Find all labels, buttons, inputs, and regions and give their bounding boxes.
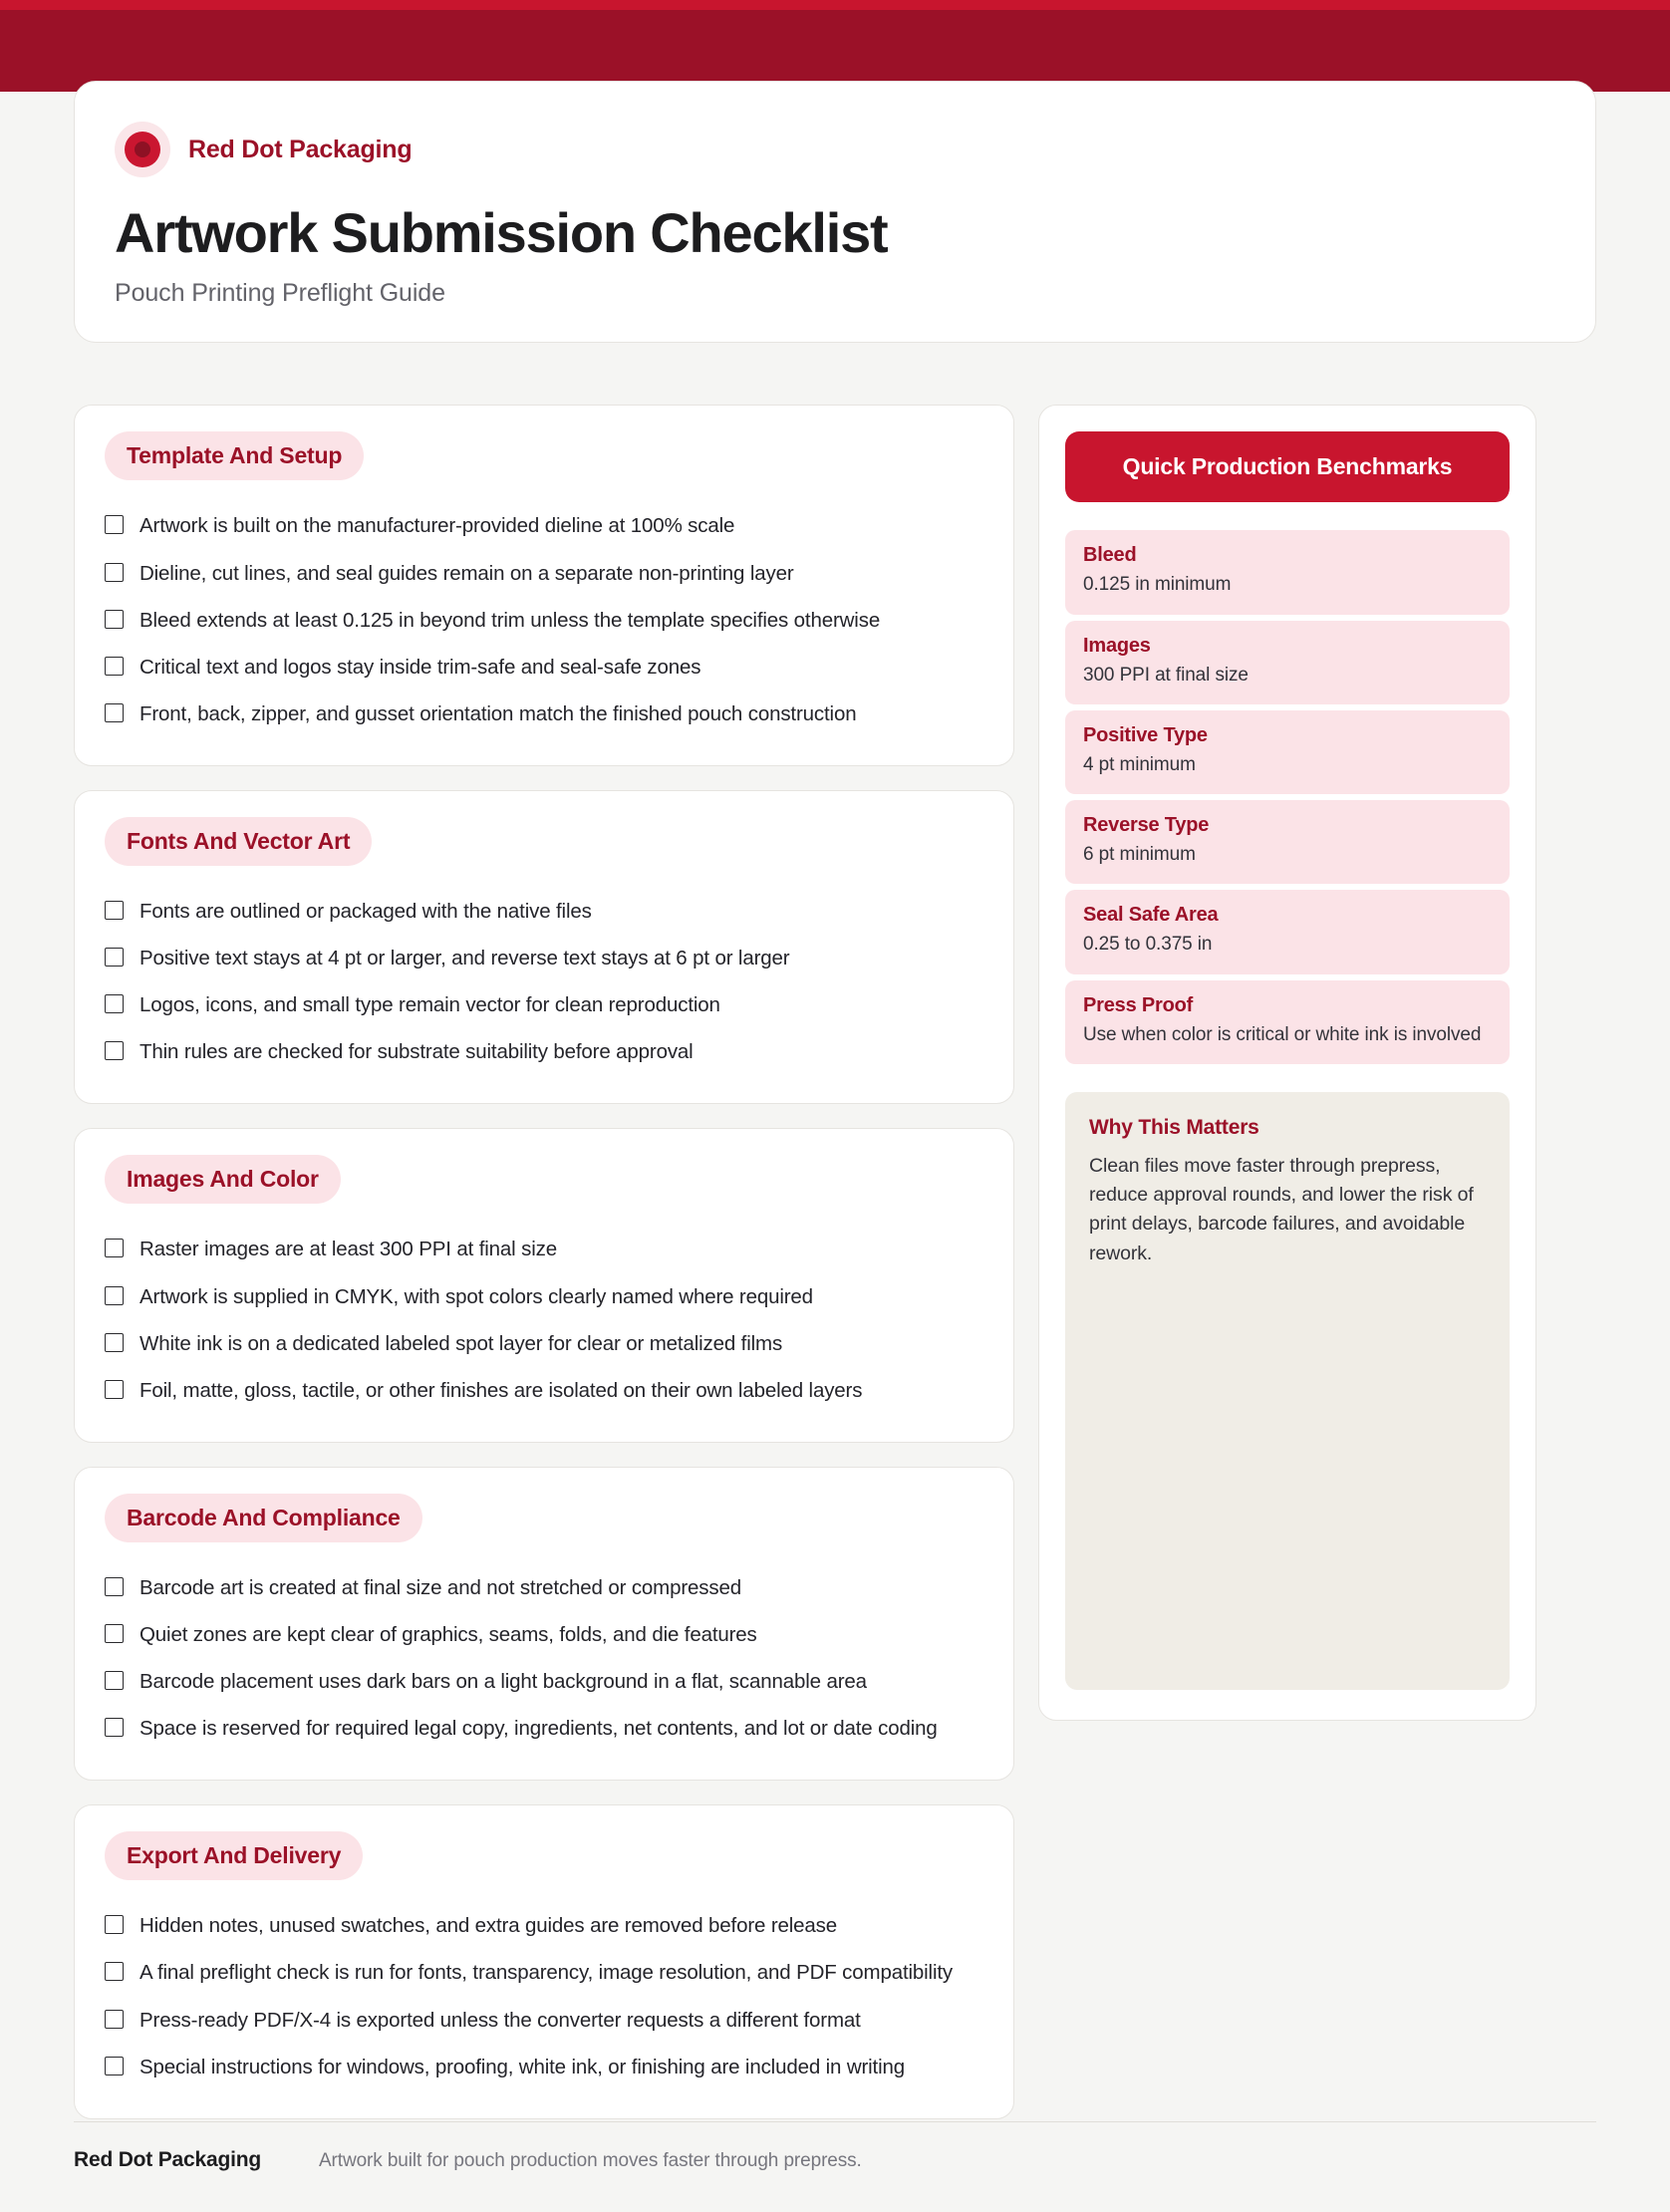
checklist-column: [74, 405, 1014, 2142]
checklist-item-label: Artwork is supplied in CMYK, with spot colors clearly named where required: [139, 1284, 813, 1308]
checklist-item[interactable]: [105, 1658, 983, 1705]
checklist-item[interactable]: [105, 597, 983, 644]
benchmark-label: Reverse Type: [1083, 814, 1210, 837]
checklist-item-label: Bleed extends at least 0.125 in beyond trim unless the template specifies otherwise: [139, 608, 881, 632]
checklist-item-label: Special instructions for windows, proofing, white ink, or finishing are included in writing: [139, 2055, 906, 2078]
checklist-section: [74, 405, 1014, 766]
checklist-items: [105, 1902, 983, 2089]
page-subtitle: Pouch Printing Preflight Guide: [115, 279, 445, 308]
checkbox-icon[interactable]: [105, 1239, 124, 1257]
logo-center-dot: [135, 141, 150, 157]
brand-name: Red Dot Packaging: [188, 135, 413, 163]
checklist-item-label: A final preflight check is run for fonts, transparency, image resolution, and PDF compatibility: [139, 1961, 954, 1985]
checklist-item-label: Raster images are at least 300 PPI at final size: [139, 1238, 557, 1261]
checklist-item[interactable]: [105, 888, 983, 935]
checklist-item[interactable]: [105, 1564, 983, 1611]
benchmark-item: [1065, 980, 1510, 1064]
checkbox-icon[interactable]: [105, 563, 124, 582]
sidebar-column: [1038, 405, 1536, 1720]
top-band: [0, 0, 1670, 92]
benchmark-item: [1065, 530, 1510, 614]
benchmark-item: [1065, 710, 1510, 794]
checklist-item-label: Fonts are outlined or packaged with the native files: [139, 900, 592, 924]
checklist-items: [105, 888, 983, 1075]
benchmark-label: Press Proof: [1083, 993, 1194, 1016]
benchmark-label: Images: [1083, 634, 1151, 657]
why-this-matters-body: Clean files move faster through prepress, reduce approval rounds, and lower the risk of print delays, barcode failures, and avoidable rework.: [1089, 1154, 1474, 1264]
page-title: Artwork Submission Checklist: [115, 201, 888, 264]
checkbox-icon[interactable]: [105, 657, 124, 676]
checklist-item[interactable]: [105, 1611, 983, 1658]
checklist-items: [105, 1564, 983, 1752]
checklist-item-label: Barcode placement uses dark bars on a light background in a flat, scannable area: [139, 1670, 867, 1694]
checkbox-icon[interactable]: [105, 610, 124, 629]
checklist-item-label: Barcode art is created at final size and not stretched or compressed: [139, 1575, 741, 1599]
page-footer: [74, 2121, 1596, 2212]
checklist-section: [74, 1804, 1014, 2118]
checklist-item[interactable]: [105, 1367, 983, 1414]
checklist-item[interactable]: [105, 644, 983, 691]
checklist-item[interactable]: [105, 502, 983, 549]
benchmark-value: Use when color is critical or white ink is involved: [1083, 1023, 1482, 1045]
benchmarks-banner: Quick Production Benchmarks: [1065, 431, 1510, 502]
checklist-item-label: Logos, icons, and small type remain vector for clean reproduction: [139, 993, 720, 1017]
checkbox-icon[interactable]: [105, 1577, 124, 1596]
header-card: [74, 81, 1596, 343]
checklist-items: [105, 1226, 983, 1413]
checklist-section: [74, 790, 1014, 1104]
checklist-item-label: Artwork is built on the manufacturer-provided dieline at 100% scale: [139, 514, 735, 538]
red-dot-target-icon: [115, 122, 170, 177]
checklist-item-label: Thin rules are checked for substrate suitability before approval: [139, 1040, 694, 1064]
checkbox-icon[interactable]: [105, 901, 124, 920]
checklist-item[interactable]: [105, 981, 983, 1028]
checklist-item-label: Critical text and logos stay inside trim-safe and seal-safe zones: [139, 655, 701, 679]
benchmark-value: 6 pt minimum: [1083, 844, 1196, 866]
checkbox-icon[interactable]: [105, 1962, 124, 1981]
checklist-item[interactable]: [105, 1902, 983, 1949]
section-title: Images And Color: [105, 1155, 341, 1204]
benchmark-item: [1065, 890, 1510, 973]
checklist-item[interactable]: [105, 691, 983, 737]
footer-note: Artwork built for pouch production moves faster through prepress.: [318, 2149, 862, 2171]
benchmarks-card: [1038, 405, 1536, 1720]
benchmark-value: 300 PPI at final size: [1083, 664, 1249, 686]
checklist-item-label: Press-ready PDF/X-4 is exported unless the converter requests a different format: [139, 2008, 861, 2032]
checklist-item[interactable]: [105, 1028, 983, 1075]
checklist-item-label: Positive text stays at 4 pt or larger, and reverse text stays at 6 pt or larger: [139, 947, 790, 970]
why-this-matters-card: [1065, 1092, 1510, 1690]
checklist-section: [74, 1467, 1014, 1781]
checklist-item[interactable]: [105, 1226, 983, 1272]
section-title: Fonts And Vector Art: [105, 817, 372, 866]
why-this-matters-title: Why This Matters: [1089, 1115, 1259, 1139]
benchmark-label: Seal Safe Area: [1083, 904, 1219, 927]
checklist-item[interactable]: [105, 1705, 983, 1752]
section-title: Barcode And Compliance: [105, 1494, 422, 1542]
logo-middle-ring: [125, 132, 160, 167]
checklist-item[interactable]: [105, 935, 983, 981]
checklist-item[interactable]: [105, 550, 983, 597]
checkbox-icon[interactable]: [105, 1041, 124, 1060]
benchmark-label: Positive Type: [1083, 723, 1208, 746]
checkbox-icon[interactable]: [105, 1671, 124, 1690]
body-columns: [74, 405, 1596, 2142]
checkbox-icon[interactable]: [105, 1624, 124, 1643]
benchmark-label: Bleed: [1083, 544, 1137, 567]
checklist-item-label: Foil, matte, gloss, tactile, or other finishes are isolated on their own labeled layers: [139, 1378, 863, 1402]
top-band-accent: [0, 0, 1670, 10]
benchmark-value: 4 pt minimum: [1083, 753, 1196, 775]
checklist-item[interactable]: [105, 1997, 983, 2044]
section-title: Template And Setup: [105, 431, 364, 480]
checkbox-icon[interactable]: [105, 948, 124, 967]
benchmark-value: 0.25 to 0.375 in: [1083, 934, 1213, 956]
checkbox-icon[interactable]: [105, 1718, 124, 1737]
checklist-item[interactable]: [105, 2044, 983, 2090]
benchmark-value: 0.125 in minimum: [1083, 574, 1232, 596]
checkbox-icon[interactable]: [105, 1915, 124, 1934]
checkbox-icon[interactable]: [105, 1286, 124, 1305]
checkbox-icon[interactable]: [105, 994, 124, 1013]
checklist-item-label: Hidden notes, unused swatches, and extra guides are removed before release: [139, 1914, 838, 1938]
checklist-item-label: Space is reserved for required legal copy, ingredients, net contents, and lot or date coding: [139, 1717, 938, 1741]
benchmark-item: [1065, 800, 1510, 884]
checklist-items: [105, 502, 983, 737]
footer-brand: Red Dot Packaging: [74, 2147, 261, 2171]
checklist-item[interactable]: [105, 1949, 983, 1996]
checkbox-icon[interactable]: [105, 703, 124, 722]
benchmarks-list: [1065, 530, 1510, 1063]
checkbox-icon[interactable]: [105, 2010, 124, 2029]
checklist-item-label: Quiet zones are kept clear of graphics, seams, folds, and die features: [139, 1623, 757, 1646]
checklist-section: [74, 1128, 1014, 1442]
checklist-item-label: White ink is on a dedicated labeled spot layer for clear or metalized films: [139, 1331, 783, 1355]
section-title: Export And Delivery: [105, 1831, 363, 1880]
checkbox-icon[interactable]: [105, 515, 124, 534]
checklist-item[interactable]: [105, 1320, 983, 1367]
checklist-item-label: Front, back, zipper, and gusset orientation match the finished pouch construction: [139, 701, 857, 725]
checklist-item[interactable]: [105, 1273, 983, 1320]
checkbox-icon[interactable]: [105, 1333, 124, 1352]
checkbox-icon[interactable]: [105, 1380, 124, 1399]
brand-row: [115, 122, 1555, 177]
benchmark-item: [1065, 621, 1510, 704]
checklist-item-label: Dieline, cut lines, and seal guides remain on a separate non-printing layer: [139, 561, 794, 585]
checkbox-icon[interactable]: [105, 2057, 124, 2075]
